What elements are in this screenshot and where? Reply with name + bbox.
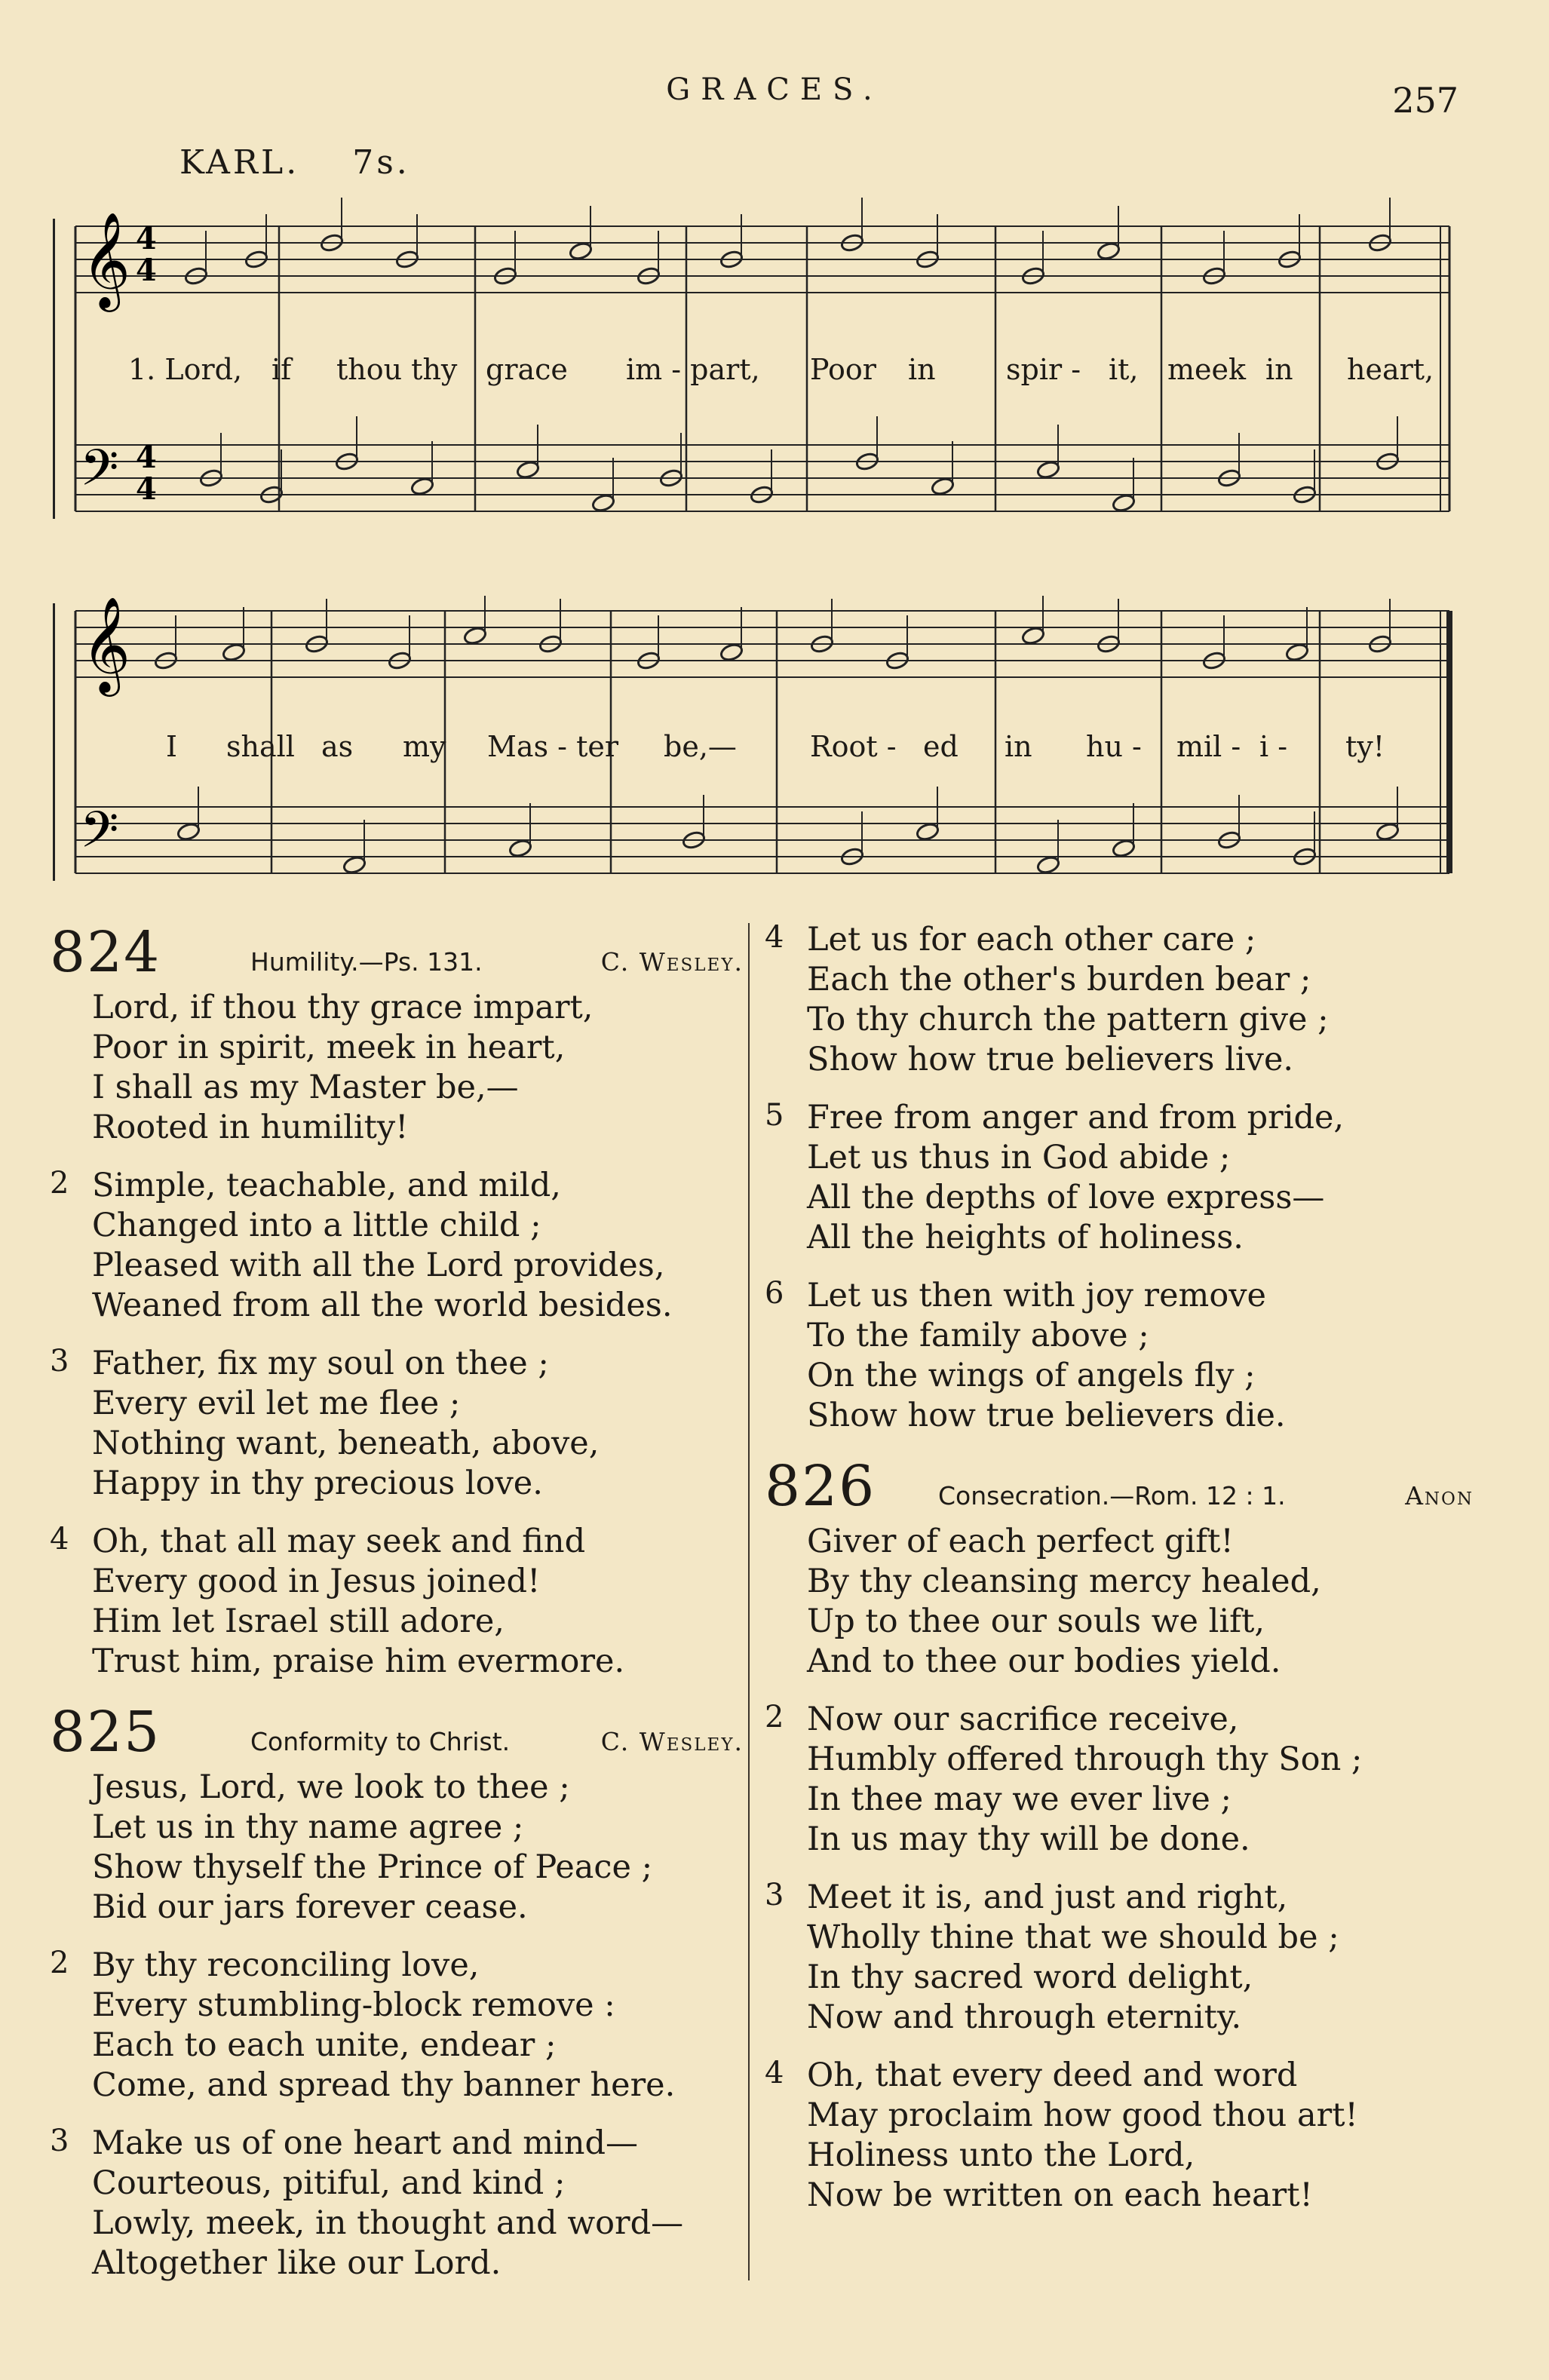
verse-line: Free from anger and from pride,	[807, 1099, 1345, 1136]
verse-line: Pleased with all the Lord provides,	[92, 1247, 665, 1284]
verse-line: Each the other's burden bear ;	[807, 961, 1311, 998]
hymn-author: C. Wesley.	[600, 947, 744, 977]
hymn-number: 826	[765, 1454, 876, 1519]
lyric-syllable: grace	[486, 353, 568, 386]
verse-line: Changed into a little child ;	[92, 1207, 541, 1244]
note-head	[569, 241, 593, 261]
verse-line: Father, fix my soul on thee ;	[92, 1345, 549, 1382]
verse-number: 6	[765, 1276, 784, 1311]
verse-line: Show how true believers live.	[807, 1041, 1294, 1078]
lyric-syllable: i -	[1259, 730, 1288, 763]
note-head	[1112, 493, 1136, 513]
tune-header	[179, 143, 463, 182]
time-signature: 4	[136, 253, 157, 288]
verse-line: Let us thus in God abide ;	[807, 1139, 1231, 1176]
lyric-syllable: 1. Lord,	[128, 353, 243, 386]
verse-number: 5	[765, 1098, 784, 1133]
lyric-syllable: be,—	[664, 730, 737, 763]
hymn-verse	[50, 1768, 744, 1928]
right-column	[765, 920, 1474, 2234]
lyric-syllable: hu -	[1086, 730, 1142, 763]
verse-line: To the family above ;	[807, 1317, 1149, 1354]
lyric-syllable: in	[1265, 353, 1293, 386]
lyrics-line-2	[53, 730, 1471, 768]
lyric-syllable: im - part,	[626, 353, 760, 386]
verse-line: Altogether like our Lord.	[92, 2244, 502, 2282]
verse-line: Trust him, praise him evermore.	[92, 1642, 625, 1680]
lyric-syllable: in	[908, 353, 936, 386]
note-head	[222, 643, 246, 662]
hymn-verse	[50, 2124, 744, 2283]
verse-line: In thy sacred word delight,	[807, 1958, 1253, 1996]
lyric-syllable: mil -	[1176, 730, 1241, 763]
verse-line: Now our sacrifice receive,	[807, 1701, 1239, 1738]
hymn-number: 825	[50, 1700, 161, 1765]
verse-number: 3	[765, 1878, 784, 1912]
verse-line: Let us for each other care ;	[807, 921, 1256, 958]
note-head	[931, 477, 955, 496]
verse-number: 2	[50, 1166, 69, 1201]
verse-line: In us may thy will be done.	[807, 1820, 1250, 1858]
tune-name: KARL.	[179, 143, 300, 182]
verse-line: May proclaim how good thou art!	[807, 2096, 1358, 2134]
lyric-syllable: spir -	[1006, 353, 1081, 386]
hymn-heading	[50, 1700, 744, 1768]
verse-line: Show thyself the Prince of Peace ;	[92, 1848, 653, 1886]
verse-line: Wholly thine that we should be ;	[807, 1918, 1339, 1956]
verse-number: 4	[50, 1522, 69, 1557]
lyric-syllable: I	[166, 730, 178, 763]
verse-line: Happy in thy precious love.	[92, 1464, 543, 1502]
lyric-syllable: in	[1005, 730, 1032, 763]
verse-line: I shall as my Master be,—	[92, 1069, 519, 1106]
note-head	[1376, 822, 1400, 842]
note-head	[463, 626, 487, 646]
verse-line: Bid our jars forever cease.	[92, 1888, 528, 1926]
note-head	[176, 822, 201, 842]
note-head	[410, 477, 434, 496]
verse-number: 4	[765, 2056, 784, 2090]
lyric-syllable: meek	[1167, 353, 1247, 386]
time-signature: 4	[136, 221, 157, 256]
verse-line: Lowly, meek, in thought and word—	[92, 2204, 684, 2242]
music-system-1	[53, 196, 1471, 551]
hymn-topic: Conformity to Christ.	[250, 1727, 511, 1756]
verse-line: Weaned from all the world besides.	[92, 1287, 673, 1324]
verse-line: Rooted in humility!	[92, 1109, 409, 1146]
hymn-verse	[765, 1276, 1474, 1436]
note-head	[516, 460, 540, 480]
verse-line: And to thee our bodies yield.	[807, 1642, 1281, 1680]
hymn-author: C. Wesley.	[600, 1727, 744, 1756]
verse-line: In thee may we ever live ;	[807, 1780, 1232, 1818]
hymn-heading	[765, 1454, 1474, 1522]
verse-line: Holiness unto the Lord,	[807, 2136, 1195, 2174]
verse-line: Meet it is, and just and right,	[807, 1879, 1288, 1916]
verse-line: All the heights of holiness.	[807, 1219, 1244, 1256]
note-head	[1036, 855, 1060, 875]
left-column	[50, 920, 744, 2302]
hymn-verse	[765, 1098, 1474, 1258]
note-head	[1097, 241, 1121, 261]
lyric-syllable: heart,	[1347, 353, 1434, 386]
tune-meter: 7s.	[352, 143, 410, 182]
verse-line: Every evil let me flee ;	[92, 1385, 461, 1422]
running-head: GRACES.	[666, 72, 883, 107]
hymn-verse	[50, 988, 744, 1148]
bass-clef: 𝄢	[80, 439, 119, 509]
verse-line: Simple, teachable, and mild,	[92, 1167, 561, 1204]
note-head	[1036, 460, 1060, 480]
hymn-texts	[0, 920, 1549, 2293]
bass-clef: 𝄢	[80, 801, 119, 871]
verse-line: Poor in spirit, meek in heart,	[92, 1029, 566, 1066]
verse-line: Giver of each perfect gift!	[807, 1523, 1234, 1560]
verse-line: Him let Israel still adore,	[92, 1603, 505, 1640]
verse-line: Nothing want, beneath, above,	[92, 1425, 600, 1462]
verse-line: Courteous, pitiful, and kind ;	[92, 2164, 566, 2202]
verse-line: Come, and spread thy banner here.	[92, 2066, 676, 2104]
verse-line: Let us then with joy remove	[807, 1277, 1266, 1314]
hymn-verse	[50, 1166, 744, 1326]
lyric-syllable: if	[271, 353, 292, 386]
treble-clef: 𝄞	[81, 596, 131, 692]
verse-line: Make us of one heart and mind—	[92, 2124, 638, 2162]
hymn-verse	[765, 1522, 1474, 1682]
verse-line: Oh, that all may seek and find	[92, 1523, 586, 1560]
lyric-syllable: as	[321, 730, 354, 763]
treble-clef: 𝄞	[81, 211, 131, 308]
verse-line: Lord, if thou thy grace impart,	[92, 989, 594, 1026]
note-head	[1112, 839, 1136, 858]
verse-number: 2	[50, 1946, 69, 1980]
hymn-heading	[50, 920, 744, 988]
note-head	[916, 822, 940, 842]
lyric-syllable: ty!	[1345, 730, 1385, 763]
verse-line: All the depths of love express—	[807, 1179, 1325, 1216]
verse-line: Jesus, Lord, we look to thee ;	[92, 1768, 570, 1806]
time-signature: 4	[136, 440, 157, 475]
verse-number: 3	[50, 2124, 69, 2158]
verse-line: On the wings of angels fly ;	[807, 1357, 1256, 1394]
verse-number: 2	[765, 1700, 784, 1734]
verse-line: Now be written on each heart!	[807, 2176, 1313, 2214]
verse-line: Up to thee our souls we lift,	[807, 1603, 1265, 1640]
music-system-2	[53, 596, 1471, 912]
verse-line: To thy church the pattern give ;	[807, 1001, 1329, 1038]
verse-line: Now and through eternity.	[807, 1998, 1242, 2036]
note-head	[342, 855, 367, 875]
lyric-syllable: Poor	[810, 353, 876, 386]
hymn-verse	[765, 2056, 1474, 2216]
note-head	[1021, 626, 1045, 646]
lyric-syllable: thou thy	[336, 353, 458, 386]
note-head	[508, 839, 532, 858]
note-head	[719, 643, 744, 662]
verse-line: By thy cleansing mercy healed,	[807, 1563, 1321, 1600]
hymn-topic: Humility.—Ps. 131.	[250, 947, 483, 977]
hymn-verse	[50, 1344, 744, 1504]
verse-number: 3	[50, 1344, 69, 1379]
lyric-syllable: it,	[1109, 353, 1139, 386]
lyric-syllable: my	[403, 730, 446, 763]
note-head	[1285, 643, 1309, 662]
verse-line: By thy reconciling love,	[92, 1946, 480, 1984]
verse-line: Let us in thy name agree ;	[92, 1808, 524, 1846]
time-signature: 4	[136, 471, 157, 507]
verse-line: Each to each unite, endear ;	[92, 2026, 557, 2064]
note-head	[591, 493, 615, 513]
verse-line: Every stumbling-block remove :	[92, 1986, 615, 2024]
lyrics-line-1	[53, 353, 1471, 391]
lyric-syllable: Root -	[810, 730, 897, 763]
page-number: 257	[1392, 80, 1459, 121]
verse-number: 4	[765, 920, 784, 955]
lyric-syllable: shall	[226, 730, 295, 763]
lyric-syllable: Mas - ter	[487, 730, 618, 763]
verse-line: Humbly offered through thy Son ;	[807, 1741, 1363, 1778]
hymn-verse	[50, 1522, 744, 1682]
hymn-author: Anon	[1405, 1481, 1474, 1511]
lyric-syllable: ed	[923, 730, 959, 763]
hymn-topic: Consecration.—Rom. 12 : 1.	[938, 1481, 1286, 1511]
hymn-verse	[50, 1946, 744, 2106]
hymn-verse	[765, 1878, 1474, 2038]
verse-line: Every good in Jesus joined!	[92, 1563, 541, 1600]
hymn-number: 824	[50, 920, 161, 985]
verse-line: Oh, that every deed and word	[807, 2056, 1298, 2094]
hymn-verse	[765, 920, 1474, 1080]
verse-line: Show how true believers die.	[807, 1397, 1286, 1434]
hymn-verse	[765, 1700, 1474, 1860]
